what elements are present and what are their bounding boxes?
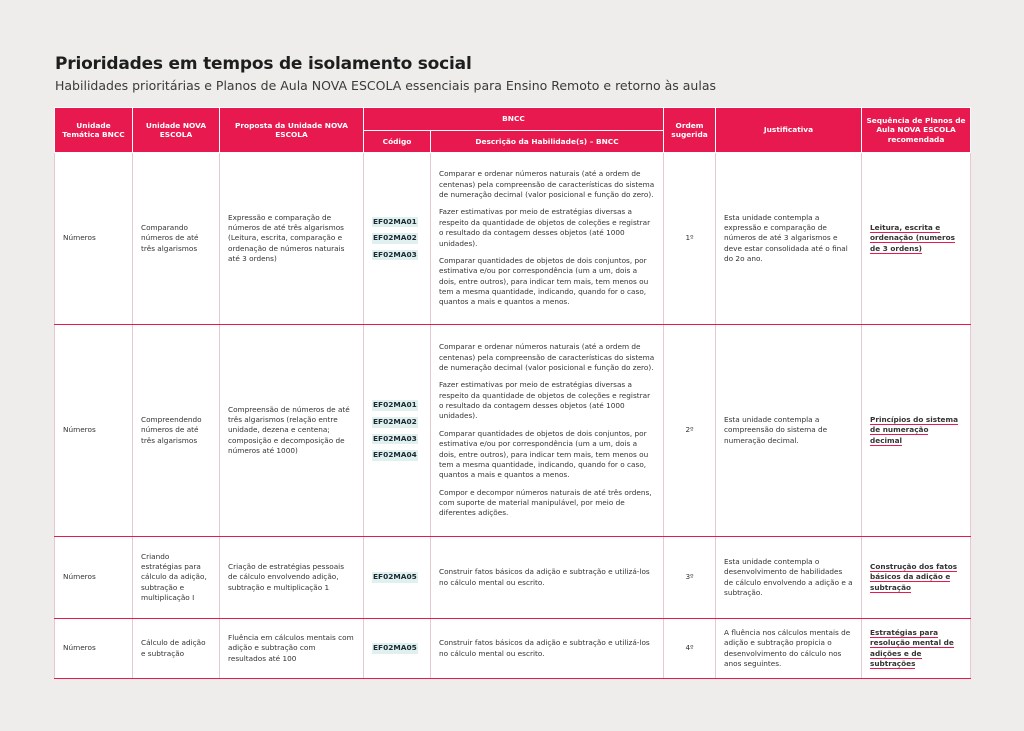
table-row [55, 325, 971, 537]
habilidade-description: Comparar e ordenar números naturais (até a ordem de centenas) pela compreensão de características do sistema de numeração decimal (valor posicional e função do zero). [439, 342, 655, 373]
cell-codigo [364, 153, 431, 325]
cell-codigo [364, 325, 431, 537]
cell-unidade-tematica: Números [55, 153, 133, 325]
header-codigo: Código [364, 131, 431, 153]
cell-unidade-tematica: Números [55, 537, 133, 619]
bncc-code: EF02MA03 [373, 433, 417, 443]
habilidade-description: Comparar quantidades de objetos de dois conjuntos, por estimativa e/ou por correspondência (um a um, dois a dois, entre outros), para indicar tem mais, tem menos ou tem a mesma quantidade, indicando, quando for o caso, quantos a mais e quantos a menos. [439, 255, 649, 307]
cell-sequencia [862, 537, 971, 619]
bncc-code: EF02MA05 [373, 572, 417, 582]
habilidade-description: Construir fatos básicos da adição e subtração e utilizá-los no cálculo mental ou escrito. [439, 638, 650, 658]
habilidade-description: Construir fatos básicos da adição e subtração e utilizá-los no cálculo mental ou escrito. [439, 567, 650, 587]
cell-proposta: Expressão e comparação de números de até três algarismos (Leitura, escrita, comparação e ordenação de números naturais até 3 ordens) [220, 153, 364, 325]
cell-sequencia [862, 153, 971, 325]
cell-ordem: 4º [664, 619, 716, 679]
cell-sequencia [862, 619, 971, 679]
cell-ordem: 3º [664, 537, 716, 619]
cell-unidade-nova-escola: Comparando números de até três algarismos [133, 153, 220, 325]
bncc-code: EF02MA05 [373, 643, 417, 653]
bncc-code: EF02MA01 [373, 216, 417, 226]
cell-justificativa: Esta unidade contempla a compreensão do sistema de numeração decimal. [716, 325, 862, 537]
habilidade-description: Comparar quantidades de objetos de dois conjuntos, por estimativa e/ou por correspondência (um a um, dois a dois, entre outros), para indicar tem mais, tem menos ou tem a mesma quantidade, indicando, quando for o caso, quantos a mais e quantos a menos. [439, 428, 649, 480]
cell-proposta: Compreensão de números de até três algarismos (relação entre unidade, dezena e centena; composição e decomposição de números até 1000) [220, 325, 364, 537]
bncc-code: EF02MA01 [373, 400, 417, 410]
cell-sequencia [862, 325, 971, 537]
cell-unidade-nova-escola: Compreendendo números de até três algarismos [133, 325, 220, 537]
table-row [55, 619, 971, 679]
page-title: Prioridades em tempos de isolamento social [55, 54, 472, 74]
cell-codigo [364, 619, 431, 679]
cell-proposta: Criação de estratégias pessoais de cálculo envolvendo adição, subtração e multiplicação 1 [220, 537, 364, 619]
cell-codigo [364, 537, 431, 619]
table-row [55, 153, 971, 325]
cell-unidade-tematica: Números [55, 325, 133, 537]
sequencia-link: Estratégias para resolução mental de adições e de subtrações [870, 627, 954, 668]
cell-descricao [431, 619, 664, 679]
table-row [55, 537, 971, 619]
habilidade-description: Fazer estimativas por meio de estratégias diversas a respeito da quantidade de objetos de coleções e registrar o resultado da contagem desses objetos (até 1000 unidades). [439, 207, 651, 248]
bncc-code: EF02MA02 [373, 233, 417, 243]
cell-descricao [431, 325, 664, 537]
cell-unidade-nova-escola: Criando estratégias para cálculo da adição, subtração e multiplicação I [133, 537, 220, 619]
header-unidade-tematica: Unidade Temática BNCC [55, 108, 133, 153]
bncc-code: EF02MA04 [373, 450, 417, 460]
habilidade-description: Fazer estimativas por meio de estratégias diversas a respeito da quantidade de objetos de coleções e registrar o resultado da contagem desses objetos (até 1000 unidades). [439, 380, 651, 421]
header-descricao: Descrição da Habilidade(s) – BNCC [431, 131, 664, 153]
habilidade-description: Compor e decompor números naturais de até três ordens, com suporte de material manipulável, por meio de diferentes adições. [439, 487, 652, 518]
header-sequencia: Sequência de Planos de Aula NOVA ESCOLA recomendada [862, 108, 971, 153]
cell-justificativa: Esta unidade contempla o desenvolvimento de habilidades de cálculo envolvendo a adição e a subtração. [716, 537, 862, 619]
header-unidade-nova-escola: Unidade NOVA ESCOLA [133, 108, 220, 153]
cell-unidade-nova-escola: Cálculo de adição e subtração [133, 619, 220, 679]
cell-justificativa: Esta unidade contempla a expressão e comparação de números de até 3 algarismos e deve estar consolidada até o final do 2o ano. [716, 153, 862, 325]
habilidade-description: Comparar e ordenar números naturais (até a ordem de centenas) pela compreensão de características do sistema de numeração decimal (valor posicional e função do zero). [439, 169, 655, 200]
cell-unidade-tematica: Números [55, 619, 133, 679]
cell-proposta: Fluência em cálculos mentais com adição e subtração com resultados até 100 [220, 619, 364, 679]
header-proposta: Proposta da Unidade NOVA ESCOLA [220, 108, 364, 153]
cell-ordem: 1º [664, 153, 716, 325]
header-justificativa: Justificativa [716, 108, 862, 153]
bncc-code: EF02MA02 [373, 416, 417, 426]
bncc-code: EF02MA03 [373, 249, 417, 259]
cell-justificativa: A fluência nos cálculos mentais de adição e subtração propicia o desenvolvimento do cálculo nos anos seguintes. [716, 619, 862, 679]
cell-descricao [431, 153, 664, 325]
cell-ordem: 2º [664, 325, 716, 537]
page-subtitle: Habilidades prioritárias e Planos de Aula NOVA ESCOLA essenciais para Ensino Remoto e retorno às aulas [55, 78, 717, 93]
sequencia-link: Construção dos fatos básicos da adição e subtração [870, 561, 958, 592]
sequencia-link: Princípios do sistema de numeração decimal [870, 414, 959, 445]
sequencia-link: Leitura, escrita e ordenação (numeros de 3 ordens) [870, 222, 955, 253]
header-bncc: BNCC [364, 108, 664, 131]
priorities-table [54, 107, 971, 679]
cell-descricao [431, 537, 664, 619]
header-ordem: Ordem sugerida [664, 108, 716, 153]
